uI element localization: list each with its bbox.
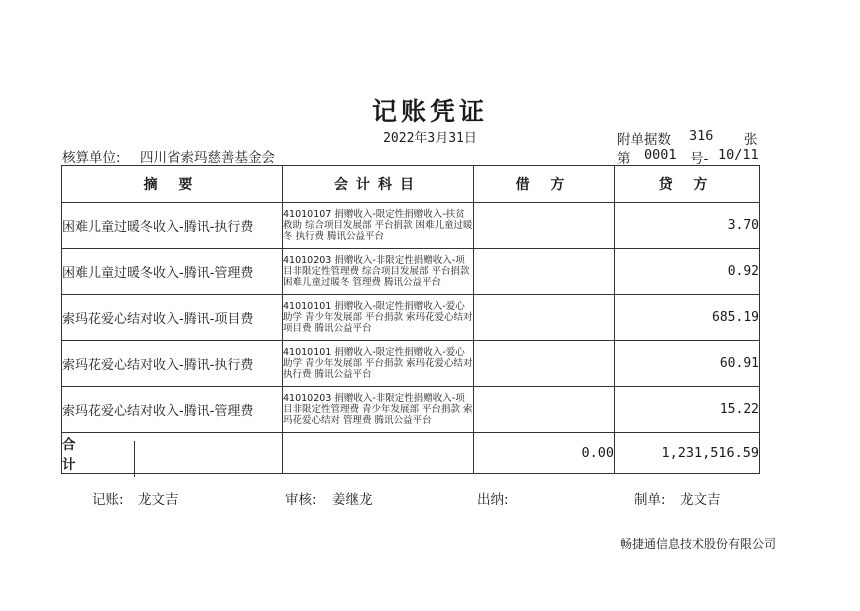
row-credit: 685.19: [615, 295, 760, 341]
row-debit: [474, 341, 615, 387]
total-inner-divider: [134, 441, 135, 477]
row-credit: 0.92: [615, 249, 760, 295]
voucher-table: [61, 165, 760, 474]
cashier-label: 出纳:: [477, 492, 509, 508]
table-row: [62, 203, 760, 249]
row-account: 41010203 捐赠收入-非限定性捐赠收入-项目非限定性管理费 青少年发展部 平台捐款 索玛花爱心结对 管理费 腾讯公益平台: [283, 387, 474, 433]
reviewer-name: 姜继龙: [332, 492, 373, 508]
header-summary: 摘 要: [62, 166, 283, 203]
table-row: [62, 341, 760, 387]
total-credit: 1,231,516.59: [615, 433, 760, 474]
total-label: [62, 433, 283, 474]
row-summary: 索玛花爱心结对收入-腾讯-管理费: [62, 387, 283, 433]
row-credit: 15.22: [615, 387, 760, 433]
row-account: 41010101 捐赠收入-限定性捐赠收入-爱心助学 青少年发展部 平台捐款 索玛花爱心结对 执行费 腾讯公益平台: [283, 341, 474, 387]
voucher-suffix: 号-: [690, 151, 709, 167]
voucher-title: 记账凭证: [371, 97, 488, 126]
attachments-unit: 张: [744, 132, 758, 148]
preparer-name: 龙文吉: [680, 492, 721, 508]
row-summary: 困难儿童过暖冬收入-腾讯-管理费: [62, 249, 283, 295]
header-credit: 贷 方: [615, 166, 760, 203]
row-account: 41010107 捐赠收入-限定性捐赠收入-扶贫救助 综合项目发展部 平台捐款 困难儿童过暖冬 执行费 腾讯公益平台: [283, 203, 474, 249]
table-row: [62, 295, 760, 341]
voucher-page: 10/11: [718, 147, 759, 163]
unit-label: 核算单位:: [62, 150, 121, 166]
bookkeeper-label: 记账:: [92, 492, 124, 508]
total-account-empty: [283, 433, 474, 474]
reviewer-label: 审核:: [285, 492, 317, 508]
table-row: [62, 387, 760, 433]
attachments-label: 附单据数: [617, 132, 671, 148]
row-debit: [474, 249, 615, 295]
bookkeeper-name: 龙文吉: [138, 492, 179, 508]
attachments-count: 316: [689, 128, 714, 144]
row-debit: [474, 203, 615, 249]
row-credit: 60.91: [615, 341, 760, 387]
row-summary: 索玛花爱心结对收入-腾讯-执行费: [62, 341, 283, 387]
voucher-prefix: 第: [617, 151, 631, 167]
total-label-text: 合 计: [62, 437, 94, 473]
software-company: 畅捷通信息技术股份有限公司: [620, 537, 777, 551]
row-summary: 索玛花爱心结对收入-腾讯-项目费: [62, 295, 283, 341]
row-debit: [474, 295, 615, 341]
header-debit: 借 方: [474, 166, 615, 203]
voucher-no: 0001: [644, 147, 677, 163]
table-header-row: [62, 166, 760, 203]
unit-name: 四川省索玛慈善基金会: [140, 150, 275, 166]
row-summary: 困难儿童过暖冬收入-腾讯-执行费: [62, 203, 283, 249]
row-account: 41010203 捐赠收入-非限定性捐赠收入-项目非限定性管理费 综合项目发展部 平台捐款 困难儿童过暖冬 管理费 腾讯公益平台: [283, 249, 474, 295]
total-debit: 0.00: [474, 433, 615, 474]
header-account: 会计科目: [283, 166, 474, 203]
preparer-label: 制单:: [634, 492, 666, 508]
total-row: [62, 433, 760, 474]
row-account: 41010101 捐赠收入-限定性捐赠收入-爱心助学 青少年发展部 平台捐款 索玛花爱心结对 项目费 腾讯公益平台: [283, 295, 474, 341]
row-debit: [474, 387, 615, 433]
row-credit: 3.70: [615, 203, 760, 249]
voucher-date: 2022年3月31日: [383, 131, 477, 146]
table-row: [62, 249, 760, 295]
